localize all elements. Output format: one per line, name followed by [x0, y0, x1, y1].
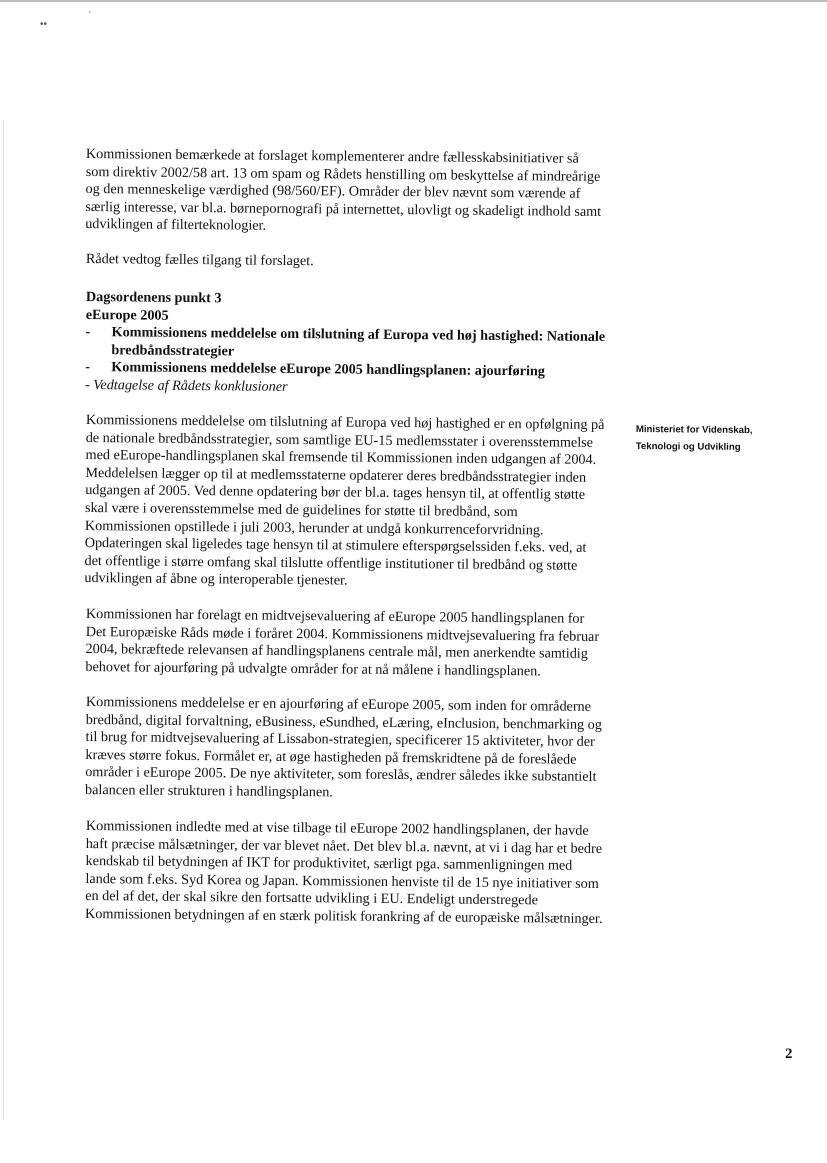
paragraph-broadband: Kommissionens meddelelse om tilslutning af Europa ved høj hastighed er en opfølgning på de nationale bredbåndsstrategier, som samtlige EU-15 medlemsstater i overensstemmelse med eEurope-handlingsplanen skal fremsende til Kommissionen inden udgangen af 2004. Meddelelsen lægger op til at medlemsstaterne opdaterer deres bredbåndsstrategier inden udgangen af 2005. Ved denne opdatering bør der bl.a. tages hensyn til, at offentlig støtte skal være i overensstemmelse med de guidelines for støtte til bredbånd, som Kommissionen opstillede i juli 2003, herunder at undgå konkurrenceforvridning. Opdateringen skal ligeledes tage hensyn til at stimulere efterspørgselssiden f.eks. ved, at det offentlige i større omfang skal tilslutte offentlige institutioner til bredbånd og støtte udviklingen af åbne og interoperable tjenester. — [84, 412, 605, 589]
agenda-item-dash: - — [85, 358, 91, 375]
scan-left-edge — [3, 120, 4, 1120]
paragraph-intro: Kommissionen bemærkede at forslaget komplementerer andre fællesskabsinitiativer så som direktiv 2002/58 art. 13 om spam og Rådets henstilling om beskyttelse af mindreårige og den menneskelige værdighed (98/560/EF). Områder der blev nævnt som værende af særlig interesse, var bl.a. børnepornografi på internettet, ulovligt og skadeligt indhold samt udviklingen af filterteknologier. — [85, 146, 602, 235]
agenda-item-text: Kommissionens meddelelse eEurope 2005 handlingsplanen: ajourføring — [111, 359, 545, 380]
agenda-block — [85, 289, 606, 400]
paragraph-update: Kommissionens meddelelse er en ajourføring af eEurope 2005, som inden for områderne bredbånd, digital forvaltning, eBusiness, eSundhed, eLæring, eInclusion, benchmarking og til brug for midtvejsevaluering af Lissabon-strategien, specificerer 15 aktiviteter, hvor der kræves større fokus. Formålet er, at øge hastigheden på fremskridtene på de foreslåede områder i eEurope 2005. De nye aktiviteter, som foreslås, ændrer således ikke substantielt balancen eller strukturen i handlingsplanen. — [85, 694, 602, 801]
agenda-item-dash: - — [85, 323, 91, 340]
scan-mark-dots: •• — [40, 19, 48, 30]
ministry-sidebar — [636, 421, 806, 456]
paragraph-midterm: Kommissionen har forelagt en midtvejsevaluering af eEurope 2005 handlingsplanen for Det Europæiske Råds møde i foråret 2004. Kommissionens midtvejsevaluering fra februar 2004, bekræftede relevansen af handlingsplanens centrale mål, men anerkendte samtidig behovet for ajourføring på udvalgte områder for at nå målene i handlingsplanen. — [85, 606, 600, 680]
paragraph-conclusion: Kommissionen indledte med at vise tilbage til eEurope 2002 handlingsplanen, der havde haft præcise målsætninger, der var blevet nået. Det blev bl.a. nævnt, at vi i dag har et bedre kendskab til betydningen af IKT for produktivitet, særligt pga. sammenligningen med lande som f.eks. Syd Korea og Japan. Kommissionen henviste til de 15 nye initiativer som en del af det, der skal sikre den fortsatte udvikling i EU. Endeligt understregede Kommissionen betydningen af en stærk politisk forankring af de europæiske målsætninger. — [85, 818, 603, 927]
scan-top-edge — [0, 0, 827, 2]
agenda-note: - Vedtagelse af Rådets konklusioner — [85, 376, 288, 395]
agenda-heading: Dagsordenens punkt 3 — [85, 288, 222, 306]
page-number: 2 — [785, 1046, 793, 1062]
agenda-item-text: Kommissionens meddelelse om tilslutning af Europa ved høj hastighed: Nationale bredbåndsstrategier — [111, 323, 606, 359]
agenda-item — [85, 324, 605, 364]
document-body — [84, 146, 606, 927]
scan-mark-small: ` — [88, 11, 92, 22]
ministry-name-line-1: Ministeriet for Videnskab, — [635, 423, 753, 437]
agenda-title: eEurope 2005 — [85, 306, 169, 323]
ministry-name-line-2: Teknologi og Udvikling — [635, 440, 741, 453]
paragraph-decision: Rådet vedtog fælles tilgang til forslaget. — [85, 250, 314, 270]
